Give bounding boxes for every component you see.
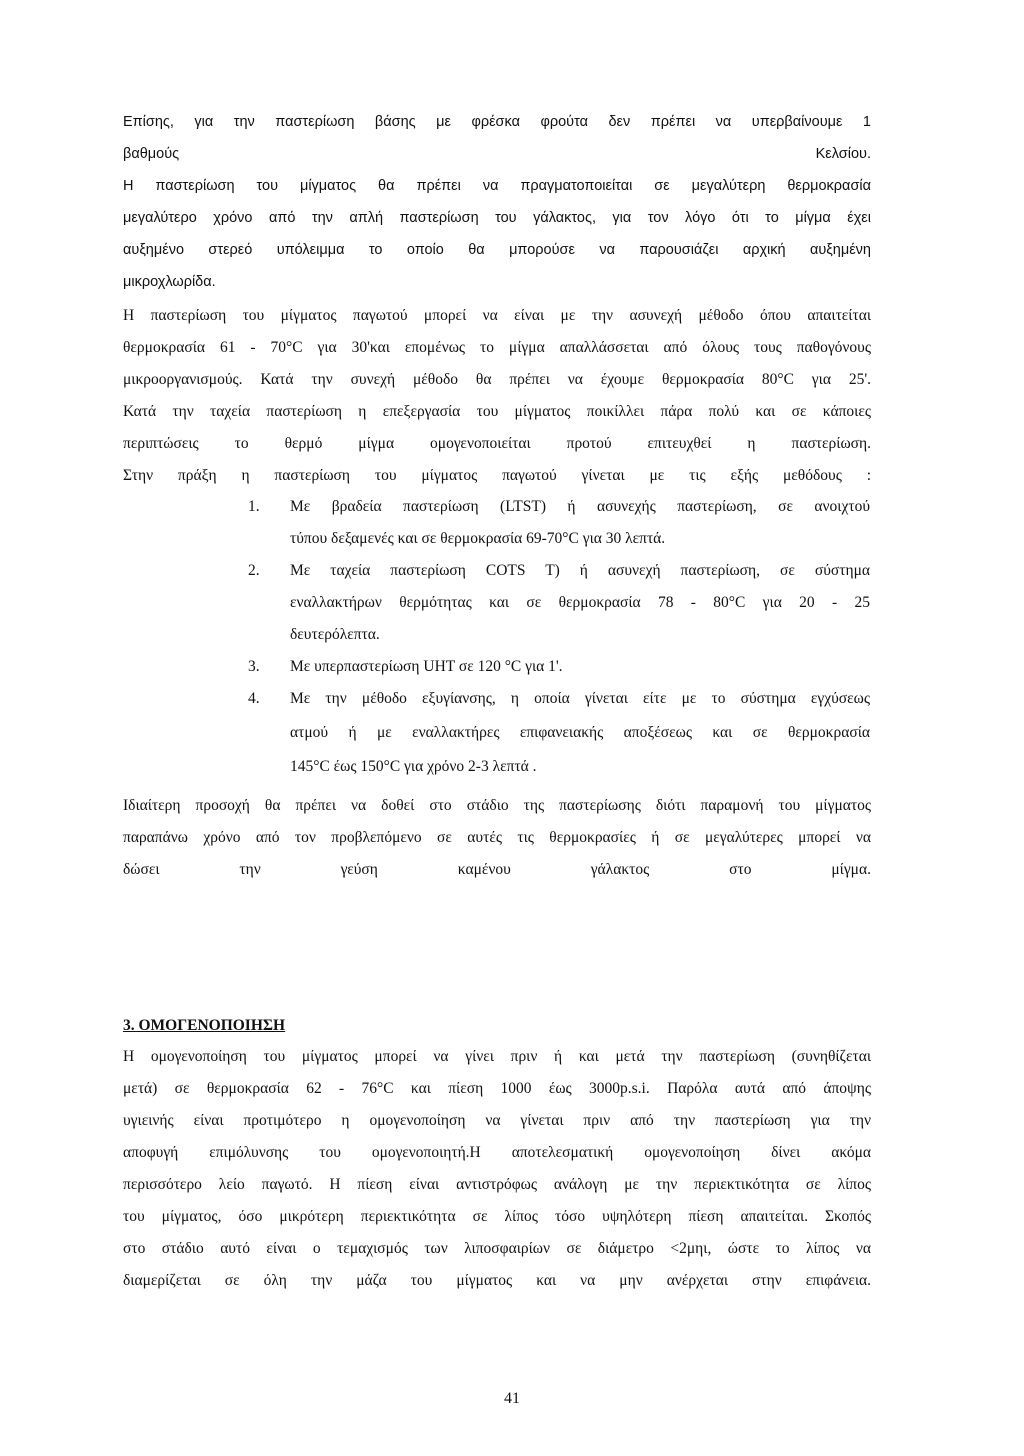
- list-text-line: δευτερόλεπτα.: [290, 626, 380, 643]
- text-line: μετά) σε θερμοκρασία 62 - 76°C και πίεση 1000 έως 3000p.s.i. Παρόλα αυτά από άποψης: [123, 1080, 871, 1097]
- text-line: δώσει την γεύση καμένου γάλακτος στο μίγμα.: [123, 861, 871, 878]
- list-number: 2.: [248, 562, 260, 579]
- list-text-line: Με την μέθοδο εξυγίανσης, η οποία γίνεται είτε με το σύστημα εγχύσεως: [290, 690, 870, 707]
- text-line: αποφυγή επιμόλυνσης του ομογενοποιητή.Η αποτελεσματική ομογενοποίηση δίνει ακόμα: [123, 1144, 871, 1161]
- list-text-line: 145°C έως 150°C για χρόνο 2-3 λεπτά .: [290, 758, 537, 775]
- text-line: του μίγματος, όσο μικρότερη περιεκτικότητα σε λίπος τόσο υψηλότερη πίεση απαιτείται. Σκοπός: [123, 1208, 871, 1225]
- text-line: μεγαλύτερο χρόνο από την απλή παστερίωση του γάλακτος, για τον λόγο ότι το μίγμα έχει: [123, 210, 871, 226]
- text-line: βαθμούς Κελσίου.: [123, 146, 871, 162]
- list-text-line: ατμού ή με εναλλακτήρες επιφανειακής αποξέσεως και σε θερμοκρασία: [290, 724, 870, 741]
- text-line: θερμοκρασία 61 - 70°C για 30'και επομένως το μίγμα απαλλάσσεται από όλους τους παθογόνους: [123, 339, 871, 356]
- text-line: Επίσης, για την παστερίωση βάσης με φρέσκα φρούτα δεν πρέπει να υπερβαίνουμε 1: [123, 114, 871, 130]
- list-number: 4.: [248, 690, 260, 707]
- list-number: 1.: [248, 498, 260, 515]
- list-text-line: τύπου δεξαμενές και σε θερμοκρασία 69-70°C για 30 λεπτά.: [290, 530, 666, 547]
- list-text-line: εναλλακτήρων θερμότητας και σε θερμοκρασία 78 - 80°C για 20 - 25: [290, 594, 870, 611]
- text-line: περιπτώσεις το θερμό μίγμα ομογενοποιείται προτού επιτευχθεί η παστερίωση.: [123, 435, 871, 452]
- text-line: Η παστερίωση του μίγματος παγωτού μπορεί να είναι με την ασυνεχή μέθοδο όπου απαιτείται: [123, 307, 871, 324]
- text-line: παραπάνω χρόνο από τον προβλεπόμενο σε αυτές τις θερμοκρασίες ή σε μεγαλύτερες μπορεί να: [123, 829, 871, 846]
- list-text-line: Με ταχεία παστερίωση COTS T) ή ασυνεχή παστερίωση, σε σύστημα: [290, 562, 870, 579]
- text-line: στο στάδιο αυτό είναι ο τεμαχισμός των λιποσφαιρίων σε διάμετρο <2μηι, ώστε το λίπος να: [123, 1240, 871, 1257]
- list-number: 3.: [248, 658, 260, 675]
- list-text-line: Με υπερπαστερίωση UHT σε 120 °C για 1'.: [290, 658, 563, 675]
- text-line: αυξημένο στερεό υπόλειμμα το οποίο θα μπορούσε να παρουσιάζει αρχική αυξημένη: [123, 242, 871, 258]
- text-line: Κατά την ταχεία παστερίωση η επεξεργασία του μίγματος ποικίλλει πάρα πολύ και σε κάποιες: [123, 403, 871, 420]
- text-line: Στην πράξη η παστερίωση του μίγματος παγωτού γίνεται με τις εξής μεθόδους :: [123, 467, 871, 484]
- list-text-line: Με βραδεία παστερίωση (LTST) ή ασυνεχής παστερίωση, σε ανοιχτού: [290, 498, 870, 515]
- text-line: μικροοργανισμούς. Κατά την συνεχή μέθοδο θα πρέπει να έχουμε θερμοκρασία 80°C για 25'.: [123, 371, 871, 388]
- text-line: Ιδιαίτερη προσοχή θα πρέπει να δοθεί στο στάδιο της παστερίωσης διότι παραμονή του μίγματος: [123, 797, 871, 814]
- page-number: 41: [504, 1390, 520, 1407]
- text-line: διαμερίζεται σε όλη την μάζα του μίγματος και να μην ανέρχεται στην επιφάνεια.: [123, 1272, 871, 1289]
- text-line: περισσότερο λείο παγωτό. Η πίεση είναι αντιστρόφως ανάλογη με την περιεκτικότητα σε λίπος: [123, 1176, 871, 1193]
- text-line: υγιεινής είναι προτιμότερο η ομογενοποίηση να γίνεται πριν από την παστερίωση για την: [123, 1112, 871, 1129]
- text-line: Η παστερίωση του μίγματος θα πρέπει να πραγματοποιείται σε μεγαλύτερη θερμοκρασία: [123, 178, 871, 194]
- text-line: Η ομογενοποίηση του μίγματος μπορεί να γίνει πριν ή και μετά την παστερίωση (συνηθίζεται: [123, 1048, 871, 1065]
- section-heading: 3. ΟΜΟΓΕΝΟΠΟΙΗΣΗ: [123, 1017, 286, 1034]
- text-line: μικροχλωρίδα.: [123, 274, 216, 290]
